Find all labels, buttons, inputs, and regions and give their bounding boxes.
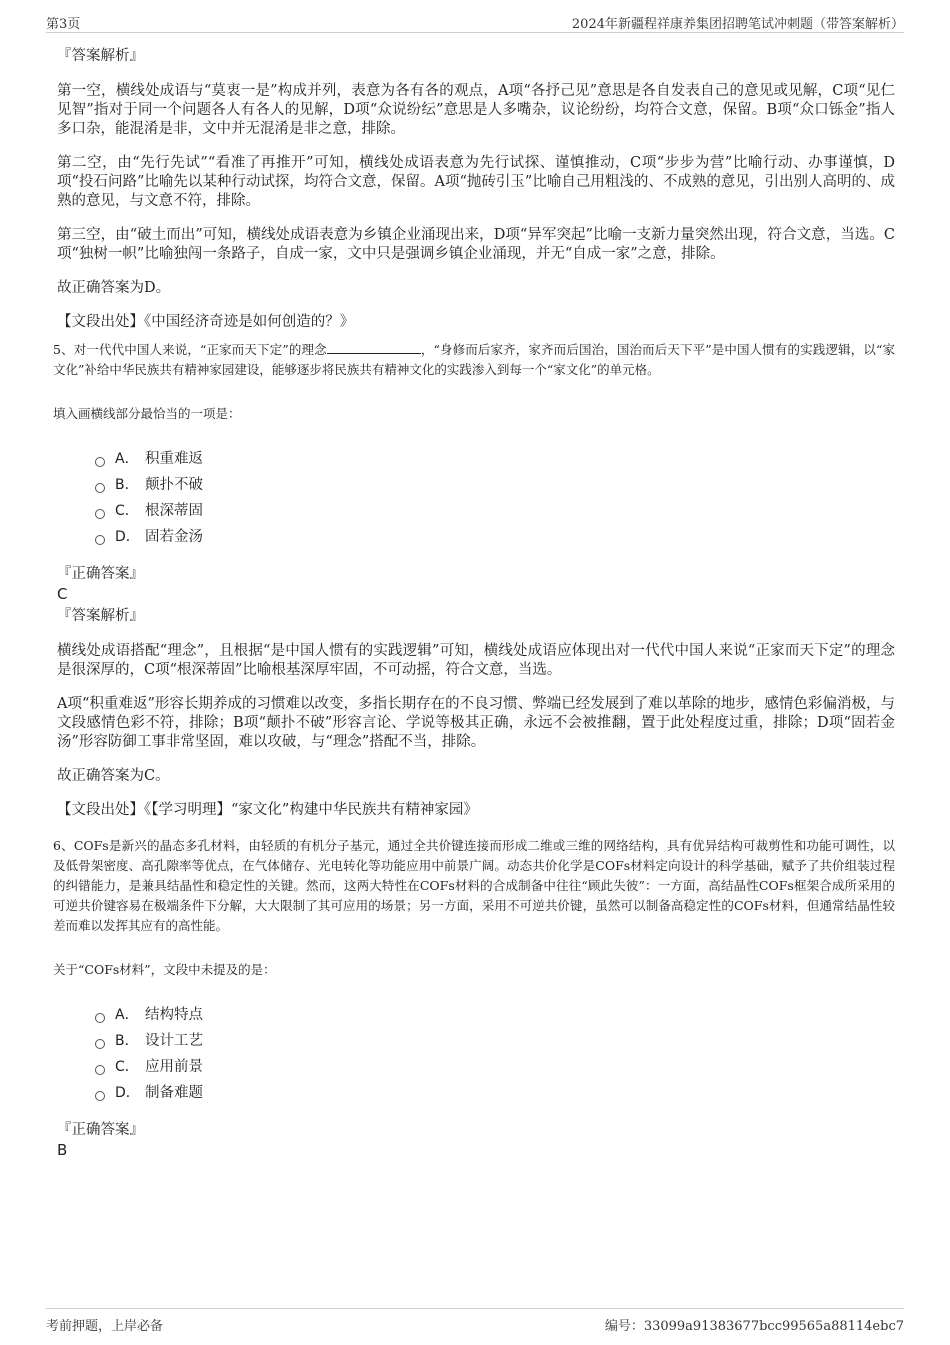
q4-analysis-paragraph-2: 第二空，由“先行先试”“看准了再推开”可知，横线处成语表意为先行试探、谨慎推动，C项“步步为营”比喻行动、办事谨慎，D项“投石问路”比喻先以某种行动试探，均符合文意，保留。A项“抛砖引玉”比喻自己用粗浅的、不成熟的意见，引出别人高明的、成熟的意见，与文意不符，排除。	[57, 155, 895, 209]
option-letter: B．	[115, 1033, 139, 1049]
q6-option-d[interactable]	[95, 1080, 895, 1106]
option-letter: C．	[115, 503, 139, 519]
q5-source: 【文段出处】《【学习明理】“家文化”构建中华民族共有精神家园》	[57, 802, 478, 818]
option-letter: C．	[115, 1059, 139, 1075]
q4-analysis-paragraph-1: 第一空，横线处成语与“莫衷一是”构成并列，表意为各有各的观点，A项“各抒己见”意思是各自发表自己的意见或见解，C项“见仁见智”指对于同一个问题各人有各人的见解，D项“众说纷纭”意思是人多嘴杂，议论纷纷，均符合文意，保留。B项“众口铄金”指人多口杂，能混淆是非，文中并无混淆是非之意，排除。	[57, 83, 895, 137]
q6-option-b[interactable]	[95, 1028, 895, 1054]
q4-conclusion: 故正确答案为D。	[57, 280, 171, 296]
radio-button-icon[interactable]	[95, 535, 105, 545]
q5-option-d[interactable]	[95, 524, 895, 550]
q6-question-text: 6、COFs是新兴的晶态多孔材料，由轻质的有机分子基元，通过全共价键连接而形成二维或三维的网络结构，具有优异结构可裁剪性和功能可调性，以及低骨架密度、高孔隙率等优点，在气体储存、光电转化等功能应用中前景广阔。动态共价化学是COFs材料定向设计的科学基础，赋予了共价组装过程的纠错能力，是兼具结晶性和稳定性的关键。然而，这两大特性在COFs材料的合成制备中往往“顾此失彼”：一方面，高结晶性COFs框架合成所采用的可逆共价键容易在极端条件下分解，大大限制了其可应用的场景；另一方面，采用不可逆共价键，虽然可以制备高稳定性的COFs材料，但通常结晶性较差而难以发挥其应有的高性能。	[53, 838, 895, 933]
q5-blank	[327, 341, 421, 354]
radio-button-icon[interactable]	[95, 457, 105, 467]
option-text: 积重难返	[145, 451, 203, 467]
q4-analysis-paragraph-3: 第三空，由“破土而出”可知，横线处成语表意为乡镇企业涌现出来，D项“异军突起”比喻一支新力量突然出现，符合文意，当选。C项“独树一帜”比喻独闯一条路子，自成一家，文中只是强调乡镇企业涌现，并无“自成一家”之意，排除。	[57, 227, 895, 262]
q5-correct-label: 『正确答案』	[57, 566, 144, 582]
radio-button-icon[interactable]	[95, 1091, 105, 1101]
q4-source: 【文段出处】《中国经济奇迹是如何创造的？》	[57, 314, 355, 330]
q6-option-c[interactable]	[95, 1054, 895, 1080]
option-letter: D．	[115, 529, 140, 545]
option-letter: A．	[115, 451, 139, 467]
q5-analysis-paragraph-2: A项“积重难返”形容长期养成的习惯难以改变，多指长期存在的不良习惯、弊端已经发展到了难以革除的地步，感情色彩偏消极，与文段感情色彩不符，排除；B项“颠扑不破”形容言论、学说等极其正确，永远不会被推翻，置于此处程度过重，排除；D项“固若金汤”形容防御工事非常坚固，难以攻破，与“理念”搭配不当，排除。	[57, 696, 895, 750]
option-letter: A．	[115, 1007, 139, 1023]
q5-option-a[interactable]	[95, 446, 895, 472]
radio-button-icon[interactable]	[95, 1039, 105, 1049]
page-header	[46, 10, 904, 33]
q5-option-b[interactable]	[95, 472, 895, 498]
radio-button-icon[interactable]	[95, 1013, 105, 1023]
footer-slogan: 考前押题，上岸必备	[46, 1319, 164, 1334]
radio-button-icon[interactable]	[95, 509, 105, 519]
q5-conclusion: 故正确答案为C。	[57, 768, 170, 784]
page-content	[53, 46, 895, 1162]
q5-text-before: 5、对一代代中国人来说，“正家而天下定”的理念	[53, 342, 327, 357]
document-title: 2024年新疆程祥康养集团招聘笔试冲刺题（带答案解析）	[571, 17, 904, 32]
q6-option-a[interactable]	[95, 1002, 895, 1028]
q6-correct-label: 『正确答案』	[57, 1122, 144, 1138]
q5-analysis-label: 『答案解析』	[57, 608, 144, 624]
q6-prompt: 关于“COFs材料”，文段中未提及的是：	[53, 962, 276, 977]
document-id: 编号：33099a91383677bcc99565a88114ebc7	[604, 1319, 904, 1334]
radio-button-icon[interactable]	[95, 483, 105, 493]
option-text: 颠扑不破	[145, 477, 203, 493]
q5-correct-answer: C	[57, 585, 68, 603]
q5-text-after: ，“身修而后家齐，家齐而后国治，国治而后天下平”是中国人惯有的实践逻辑，以“家文化”补给中华民族共有精神家园建设，能够逐步将民族共有精神文化的实践渗入到每一个“家文化”的单元格。	[53, 342, 895, 377]
q6-correct-answer: B	[57, 1141, 68, 1159]
page-number: 第3页	[46, 17, 81, 32]
option-text: 应用前景	[145, 1059, 203, 1075]
option-text: 根深蒂固	[145, 503, 203, 519]
option-text: 设计工艺	[145, 1033, 203, 1049]
q5-question-text	[53, 340, 895, 380]
radio-button-icon[interactable]	[95, 1065, 105, 1075]
q4-analysis-label: 『答案解析』	[57, 48, 144, 64]
option-letter: D．	[115, 1085, 140, 1101]
q5-analysis-paragraph-1: 横线处成语搭配“理念”，且根据“是中国人惯有的实践逻辑”可知，横线处成语应体现出对一代代中国人来说“正家而天下定”的理念是很深厚的，C项“根深蒂固”比喻根基深厚牢固，不可动摇，符合文意，当选。	[57, 643, 895, 678]
option-letter: B．	[115, 477, 139, 493]
q6-options	[95, 1002, 895, 1106]
option-text: 固若金汤	[145, 529, 203, 545]
q5-options	[95, 446, 895, 550]
option-text: 制备难题	[145, 1085, 203, 1101]
page-footer	[46, 1308, 904, 1333]
q5-option-c[interactable]	[95, 498, 895, 524]
q5-prompt: 填入画横线部分最恰当的一项是：	[53, 406, 241, 421]
option-text: 结构特点	[145, 1007, 203, 1023]
